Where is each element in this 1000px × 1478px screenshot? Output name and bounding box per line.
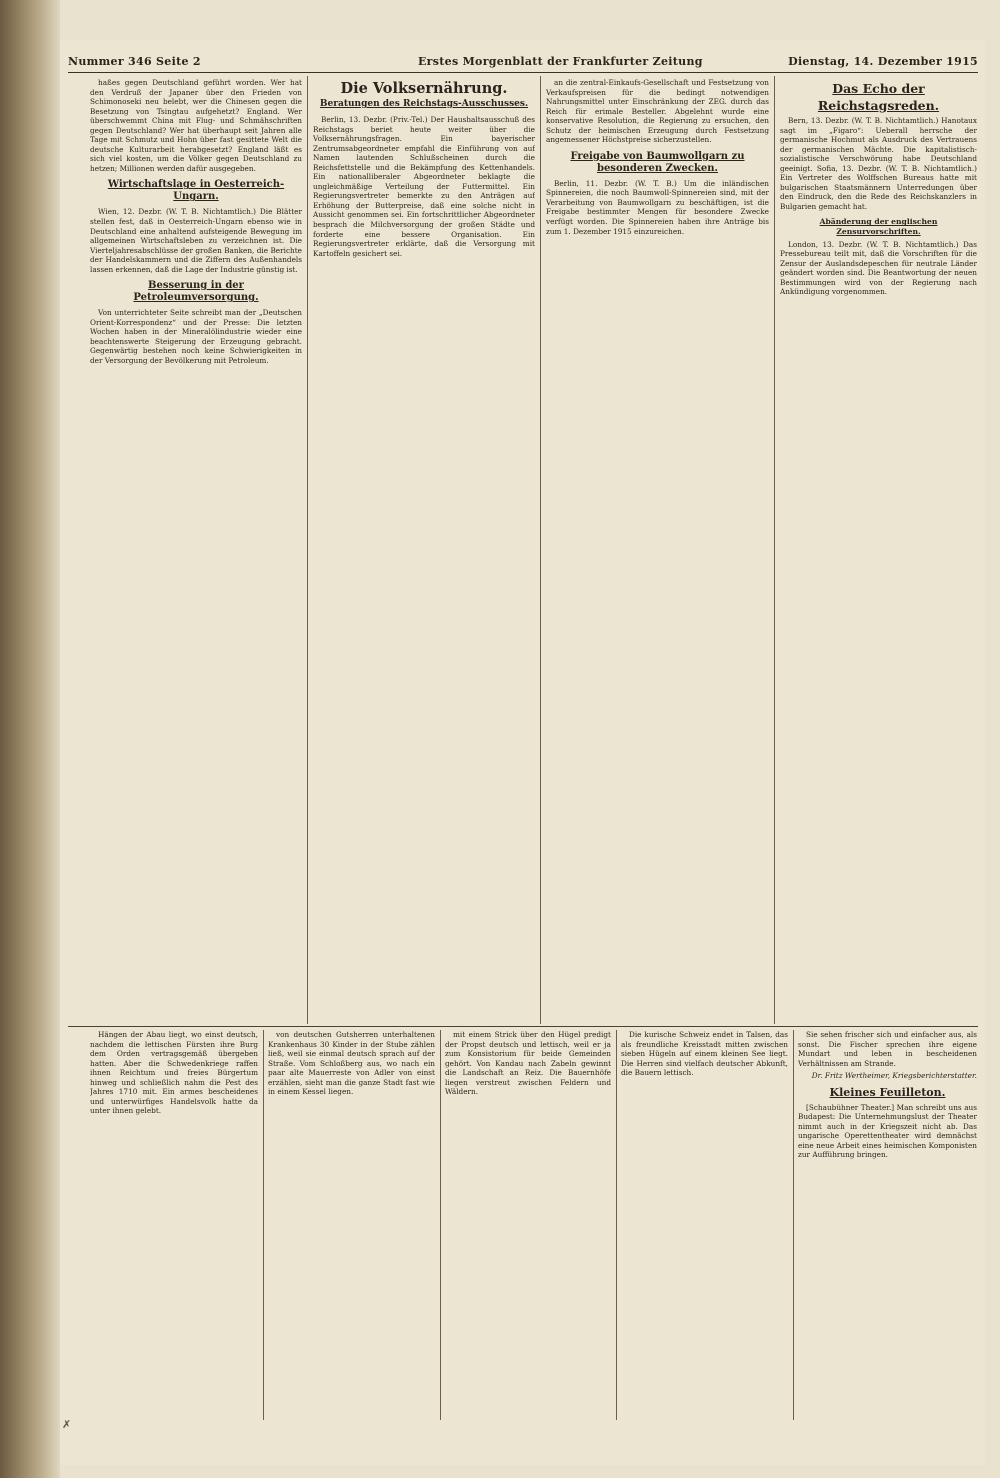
column-rule — [540, 76, 541, 1024]
baumwollgarn-body: Berlin, 11. Dezbr. (W. T. B.) Um die inländischen Spinnereien, die noch Baumwoll-Spinnereien sind, mit der Verarbeitung von Baumwollgarn zu beschäftigen, ist die Freigabe bestimmter Mengen für besondere Zwecke verfügt worden. Die Spinnereien haben ihre Anträge bis zum 1. Dezember 1915 einzureichen. — [546, 178, 769, 236]
kleines-feuilleton-heading: Kleines Feuilleton. — [829, 1085, 946, 1099]
baumwollgarn-heading: Freigabe von Baumwollgarn zu besonderen Zwecken. — [570, 150, 745, 174]
volksernaehrung-title: Die Volksernährung. — [340, 80, 508, 97]
feuilleton-text-5: Sie sehen frischer sich und einfacher aus, als sonst. Die Fischer sprechen ihre eigene Mundart und leben in bescheidenen Verhältnissen am Strande. — [798, 1030, 977, 1068]
volksernaehrung-body: Berlin, 13. Dezbr. (Priv.-Tel.) Der Haushaltsausschuß des Reichstags beriet heute weiter über die Volksernährungsfragen. Ein bayerischer Zentrumsabgeordneter empfahl die Einführung von auf Namen lautenden Schlußscheinen durch die Reichsfettstelle und die Bekämpfung des Kettenhandels. Ein nationalliberaler Abgeordneter beklagte die ungleichmäßige Verteilung der Futtermittel. Ein Regierungsvertreter bemerkte zu den Anträgen auf Erhöhung der Butterpreise, daß eine solche nicht in Aussicht genommen sei. Ein fortschrittlicher Abgeordneter besprach die Milchversorgung der großen Städte und forderte eine bessere Organisation. Ein Regierungsvertreter erklärte, daß die Versorgung mit Kartoffeln gesichert sei. — [313, 115, 535, 258]
feuilleton-text-1: Hängen der Abau liegt, wo einst deutsch, nachdem die lettischen Fürsten ihre Burg dem Orden vertragsgemäß übergeben hatten. Aber die Schwedenkriege raffen ihnen Reichtum und freies Bürgertum hinweg und schließlich nahm die Pest des Jahres 1710 mit. Ein armes bescheidenes und unterwürfiges Handelsvolk hatte da unter ihnen gelebt. — [90, 1030, 258, 1116]
petroleum-body: Von unterrichteter Seite schreibt man der „Deutschen Orient-Korrespondenz“ und der Presse: Die letzten Wochen haben in der Mineralölindustrie wieder eine beachtenswerte Steigerung der Erzeugung gebracht. Gegenwärtig bestehen noch keine Schwierigkeiten in der Versorgung der Bevölkerung mit Petroleum. — [90, 308, 302, 366]
binding-clip-icon: ✗ — [62, 1418, 72, 1431]
column-rule — [616, 1030, 617, 1420]
section-divider — [68, 1026, 978, 1027]
newspaper-title: Erstes Morgenblatt der Frankfurter Zeitung — [418, 55, 703, 68]
issue-number: Nummer 346 Seite 2 — [68, 55, 201, 68]
column-rule — [263, 1030, 264, 1420]
echo-body: Bern, 13. Dezbr. (W. T. B. Nichtamtlich.) Hanotaux sagt im „Figaro“: Ueberall herrsche der germanische Hochmut als Ausdruck des Vertrauens der germanischen Mächte. Die kapitalistisch-sozialistische Verschwörung habe Deutschland geeinigt. Sofia, 13. Dezbr. (W. T. B. Nichtamtlich.) Ein Vertreter des Wolffschen Bureaus hatte mit bulgarischen Staatsmännern Unterredungen über den Eindruck, den die Rede des Reichskanzlers in Bulgarien gemacht hat. — [780, 116, 977, 211]
wirtschaftslage-body: Wien, 12. Dezbr. (W. T. B. Nichtamtlich.) Die Blätter stellen fest, daß in Oesterreich-Ungarn ebenso wie in Deutschland eine anhaltend aufsteigende Bewegung im allgemeinen Wirtschaftsleben zu verzeichnen ist. Die Vierteljahresabschlüsse der großen Banken, die Berichte der Handelskammern und die Ziffern des Außenhandels lassen erkennen, daß die Lage der Industrie günstig ist. — [90, 207, 302, 274]
col3-intro: an die zentral-Einkaufs-Gesellschaft und Festsetzung von Verkaufspreisen für die bedingt notwendigen Nahrungsmittel unter Einschränkung der ZEG. durch das Reich für erimale Besteller. Abgelehnt wurde eine konservative Resolution, die Regierung zu ersuchen, den Schutz der heimischen Erzeugung durch Festsetzung angemessener Höchstpreise sicherzustellen. — [546, 78, 769, 145]
zensur-body: London, 13. Dezbr. (W. T. B. Nichtamtlich.) Das Pressebureau teilt mit, daß die Vorschriften für die Zensur der Auslandsdepeschen für neutrale Länder geändert worden sind. Die Beantwortung der neuen Bestimmungen wird von der Regierung nach Ankündigung vorgenommen. — [780, 239, 977, 297]
col1-intro: haßes gegen Deutschland geführt worden. Wer hat den Verdruß der Japaner über den Frieden von Schimonoseki neu belebt, wer die Chinesen gegen die Besetzung von Tsingtau aufgehetzt? England. Wer überschwemmt China mit Flug- und Schmähschriften gegen Deutschland? Wer hat überhaupt seit Jahren alle Tage mit Schmutz und Hohn über fast gesittete Welt die deutsche Kulturarbeit herabgesetzt? England läßt es sich viel kosten, um die Völker gegen Deutschland zu hetzen; Millionen werden dafür ausgegeben. — [90, 78, 302, 173]
petroleum-heading: Besserung in der Petroleumversorgung. — [133, 280, 259, 304]
column-3 — [546, 78, 769, 1023]
bottom-column-3 — [445, 1030, 611, 1420]
column-4 — [780, 78, 977, 1023]
kleines-feuilleton-body: [Schaubühner Theater.] Man schreibt uns aus Budapest: Die Unternehmungslust der Theater nimmt auch in der Kriegszeit nicht ab. Das ungarische Operettentheater wird demnächst eine neue Arbeit eines heimischen Komponisten zur Aufführung bringen. — [798, 1102, 977, 1160]
bottom-column-1 — [90, 1030, 258, 1420]
column-1 — [90, 78, 302, 1023]
bottom-column-4 — [621, 1030, 788, 1420]
book-spine — [0, 0, 60, 1478]
feuilleton-text-2: von deutschen Gutsherren unterhaltenen Krankenhaus 30 Kinder in der Stube zählen ließ, weil sie einmal deutsch sprach auf der Straße. Vom Schloßberg aus, wo nach ein paar alte Mauerreste von Adler von einst erzählen, sieht man die ganze Stadt fast wie in einem Kessel liegen. — [268, 1030, 435, 1097]
column-rule — [774, 76, 775, 1024]
column-rule — [793, 1030, 794, 1420]
feuilleton-text-3: mit einem Strick über den Hügel predigt der Propst deutsch und lettisch, weil er ja zum Konsistorium für beide Gemeinden gehört. Von Kandau nach Zabeln gewinnt die Landschaft an Reiz. Die Bauernhöfe liegen verstreut zwischen Feldern und Wäldern. — [445, 1030, 611, 1097]
zensur-heading: Abänderung der englischen Zensurvorschriften. — [819, 217, 938, 237]
issue-date: Dienstag, 14. Dezember 1915 — [788, 55, 978, 68]
bottom-column-5 — [798, 1030, 977, 1420]
column-rule — [440, 1030, 441, 1420]
column-rule — [307, 76, 308, 1024]
masthead — [68, 52, 978, 73]
wirtschaftslage-heading: Wirtschaftslage in Oesterreich-Ungarn. — [107, 179, 285, 203]
volksernaehrung-subtitle: Beratungen des Reichstags-Ausschusses. — [319, 99, 529, 109]
feuilleton-text-4: Die kurische Schweiz endet in Talsen, das als freundliche Kreisstadt mitten zwischen sieben Hügeln auf einem kleinen See liegt. Die Herren sind vielfach deutscher Abkunft, die Bauern lettisch. — [621, 1030, 788, 1078]
author-signature: Dr. Fritz Wertheimer, Kriegsberichterstatter. — [811, 1071, 977, 1081]
column-2 — [313, 78, 535, 1023]
bottom-column-2 — [268, 1030, 435, 1420]
echo-title: Das Echo der Reichstagsreden. — [817, 81, 940, 113]
